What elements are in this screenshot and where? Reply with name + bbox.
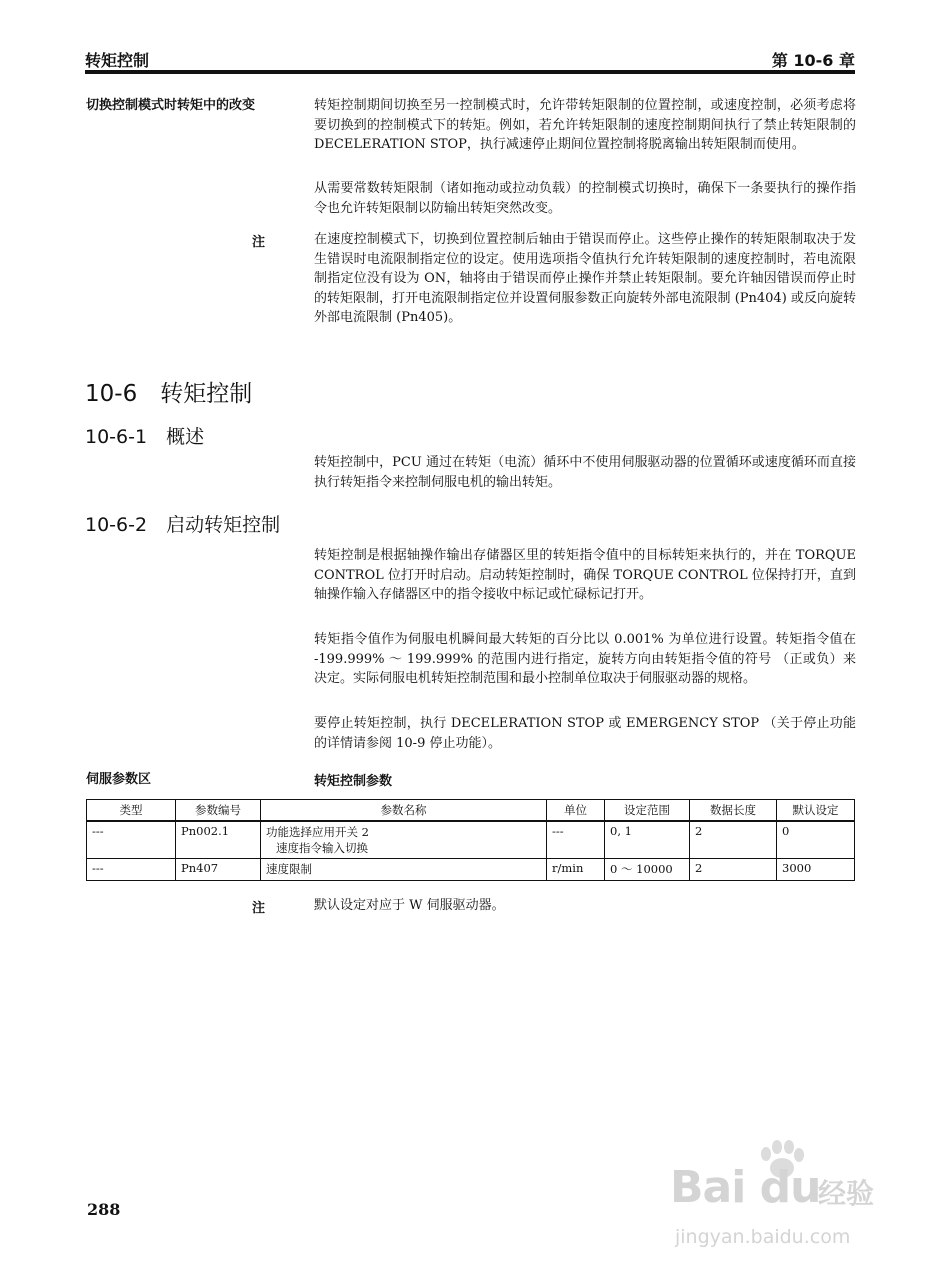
- page-number: 288: [87, 1200, 121, 1219]
- header-chapter-number: 第 10-6 章: [771, 51, 855, 70]
- watermark-logo: Bai du: [670, 1162, 821, 1213]
- table-header-row: [87, 800, 855, 822]
- note-label: 注: [252, 235, 266, 250]
- cell-type: ---: [87, 859, 176, 881]
- cell-number: Pn002.1: [176, 821, 261, 859]
- baidu-jingyan-watermark: [670, 1140, 900, 1265]
- section-heading-10-6: 10-6 转矩控制: [85, 381, 253, 407]
- cell-type: ---: [87, 821, 176, 859]
- cell-default: 0: [777, 821, 855, 859]
- cell-unit: r/min: [547, 859, 605, 881]
- cell-range: 0 ～ 10000: [605, 859, 690, 881]
- running-header: [85, 44, 855, 70]
- watermark-cn: 经验: [818, 1177, 875, 1210]
- cell-default: 3000: [777, 859, 855, 881]
- start-paragraph-3: 要停止转矩控制，执行 DECELERATION STOP 或 EMERGENCY STOP （关于停止功能的详情请参阅 10-9 停止功能）。: [314, 716, 856, 751]
- note-label-2: 注: [252, 901, 266, 916]
- col-header-range: 设定范围: [605, 800, 690, 822]
- col-header-name: 参数名称: [261, 800, 547, 822]
- cell-number: Pn407: [176, 859, 261, 881]
- table-row: [87, 859, 855, 881]
- cell-length: 2: [690, 821, 777, 859]
- section-heading-10-6-2: 10-6-2 启动转矩控制: [85, 514, 281, 536]
- col-header-unit: 单位: [547, 800, 605, 822]
- section-heading-10-6-1: 10-6-1 概述: [85, 426, 205, 448]
- cell-unit: ---: [547, 821, 605, 859]
- header-rule: [85, 70, 855, 74]
- side-label-servo-params: 伺服参数区: [86, 772, 152, 787]
- mode-change-paragraph-2: 从需要常数转矩限制（诸如拖动或拉动负载）的控制模式切换时，确保下一条要执行的操作指令也允许转矩限制以防输出转矩突然改变。: [314, 181, 856, 216]
- cell-name-line1: 功能选择应用开关 2: [266, 825, 369, 839]
- col-header-type: 类型: [87, 800, 176, 822]
- cell-length: 2: [690, 859, 777, 881]
- note-paragraph-2: 默认设定对应于 W 伺服驱动器。: [314, 898, 505, 913]
- mode-change-paragraph-1: 转矩控制期间切换至另一控制模式时，允许带转矩限制的位置控制，或速度控制，必须考虑将要切换到的控制模式下的转矩。例如，若允许转矩限制的速度控制期间执行了禁止转矩限制的 DECELERATION STOP，执行减速停止期间位置控制将脱离输出转矩限制而使用。: [314, 98, 856, 152]
- watermark-url: jingyan.baidu.com: [675, 1226, 851, 1248]
- cell-name-line2: 速度指令输入切换: [276, 841, 368, 855]
- header-chapter-title: 转矩控制: [85, 51, 150, 70]
- col-header-number: 参数编号: [176, 800, 261, 822]
- cell-name: 速度限制: [261, 859, 547, 881]
- overview-paragraph: 转矩控制中，PCU 通过在转矩（电流）循环中不使用伺服驱动器的位置循环或速度循环而直接执行转矩指令来控制伺服电机的输出转矩。: [314, 455, 856, 490]
- start-paragraph-1: 转矩控制是根据轴操作输出存储器区里的转矩指令值中的目标转矩来执行的，并在 TORQUE CONTROL 位打开时启动。启动转矩控制时，确保 TORQUE CONTROL 位保持打开，直到轴操作输入存储器区中的指令接收中标记或忙碌标记打开。: [314, 548, 856, 602]
- start-paragraph-2: 转矩指令值作为伺服电机瞬间最大转矩的百分比以 0.001% 为单位进行设置。转矩指令值在 -199.999% ～ 199.999% 的范围内进行指定，旋转方向由转矩指令值的符号 （正或负）来决定。实际伺服电机转矩控制范围和最小控制单位取决于伺服驱动器的规格。: [314, 632, 856, 686]
- col-header-default: 默认设定: [777, 800, 855, 822]
- side-label-mode-change: 切换控制模式时转矩中的改变: [86, 98, 256, 113]
- cell-range: 0, 1: [605, 821, 690, 859]
- cell-name: [261, 821, 547, 859]
- note-paragraph: 在速度控制模式下，切换到位置控制后轴由于错误而停止。这些停止操作的转矩限制取决于发生错误时电流限制指定位的设定。使用选项指令值执行允许转矩限制的速度控制时，若电流限制指定位没有设为 ON，轴将由于错误而停止操作并禁止转矩限制。要允许轴因错误而停止时的转矩限制，打开电流限制指定位并设置伺服参数正向旋转外部电流限制 (Pn404) 或反向旋转外部电流限制 (Pn405)。: [314, 232, 856, 325]
- col-header-length: 数据长度: [690, 800, 777, 822]
- param-table-title: 转矩控制参数: [314, 774, 393, 789]
- table-row: [87, 821, 855, 859]
- torque-param-table: [86, 799, 855, 881]
